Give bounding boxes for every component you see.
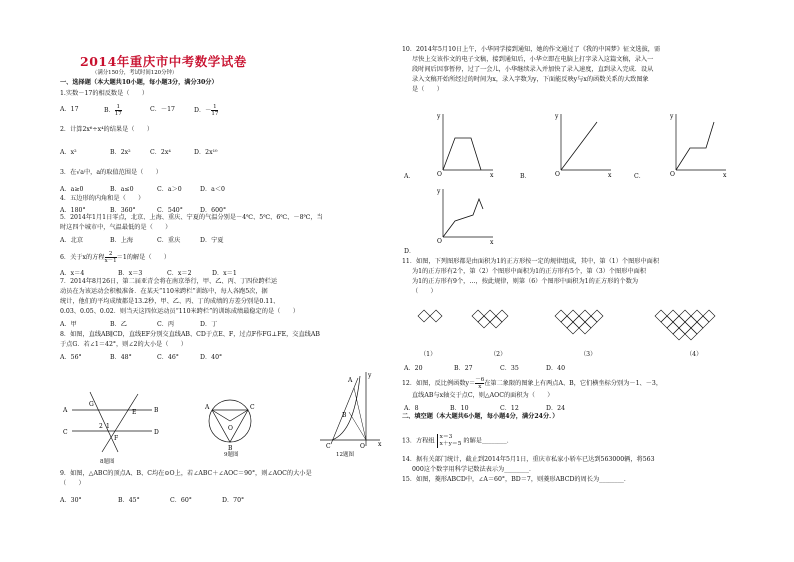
figure-8-parallel-lines (60, 390, 170, 460)
graph-a-label-x: x (490, 172, 494, 179)
fig9-label-o: O (228, 425, 233, 432)
question-7-line1: 7．2014年8月26日，第二届亚青会将在南京举行，甲、乙、丙、丁四位跨栏运 (60, 278, 278, 285)
q8-option-d: D．40° (200, 354, 223, 361)
q8-option-c: C．46° (157, 354, 179, 361)
q8-option-b: B．48° (110, 354, 132, 361)
q5-option-c: C．重庆 (157, 237, 181, 244)
q11-unit-square (685, 316, 697, 328)
graph-a-label-o: O (437, 171, 442, 178)
question-7-line2: 动员在为该运动会积极准备．在某天“110米跨栏”训练中，每人各跑5次，据 (60, 288, 268, 295)
section-fill-heading: 二、填空题（本大题共6小题，每小题4分，满分24分．） (402, 413, 559, 420)
q11-unit-square (697, 316, 709, 328)
q11-unit-square (691, 310, 703, 322)
paper-title: 2014年重庆市中考数学试卷 (80, 54, 247, 69)
q11-unit-square (661, 316, 673, 328)
graph-c-label-o: O (670, 171, 675, 178)
question-8-line2: 于点G．若∠1＝42°，则∠2的大小是（ ） (60, 341, 187, 348)
q11-figure-3-label: （3） (580, 351, 597, 358)
graph-c-label-x: x (723, 172, 727, 179)
q6-option-d: D．x＝1 (212, 270, 237, 277)
figure-9-circle (200, 393, 260, 453)
q9-option-a: A．30° (60, 497, 82, 504)
fig8-label-f: F (114, 435, 119, 442)
q11-unit-square (478, 316, 490, 328)
question-2: 2．计算2x⁶÷x⁴的结果是（ ） (60, 126, 154, 133)
q6-option-a: A．x＝4 (60, 270, 85, 277)
q1-option-a: A．17 (60, 106, 79, 113)
fig9-label-a: A (205, 404, 210, 411)
graph-b-label-y: y (555, 113, 559, 120)
q11-unit-square (673, 316, 685, 328)
question-10-line3: 段时间后因事暂停，过了一会儿，小华继续录入并加快了录入速度，直到录入完成．设从 (412, 66, 654, 73)
q11-unit-square (484, 310, 496, 322)
fig8-label-1: 1 (106, 423, 110, 430)
q8-option-a: A．56° (60, 354, 82, 361)
question-9-line1: 9．如图，△ABC的顶点A、B、C均在⊙O上，若∠ABC＋∠AOC＝90°，则∠AOC的大小是 (60, 470, 312, 477)
q5-option-b: B．上海 (110, 237, 134, 244)
q11-unit-square (567, 322, 579, 334)
q12-option-b: B．10 (450, 405, 469, 412)
fig8-label-c: C (63, 429, 68, 436)
q11-unit-square (667, 310, 679, 322)
q9-option-d: D．70° (222, 497, 245, 504)
q4-option-b: B．360° (110, 207, 136, 214)
question-6: 6．关于x的方程 $\frac{2}{x-1}$ ＝1的解是（ ） (60, 251, 171, 264)
graph-b-label-x: x (608, 172, 612, 179)
question-14-line1: 14．据有关部门统计，截止到2014年5月1日，重庆市私家小轿车已达到563000辆，将563 (402, 456, 655, 463)
q11-figure-1-label: （1） (420, 351, 437, 358)
q6-option-b: B．x＝3 (118, 270, 143, 277)
section-choice-heading: 一、选择题（本大题共10小题，每小题3分，满分30分） (60, 79, 218, 86)
question-1: 1.实数－17的相反数是（ ） (60, 90, 149, 97)
q10-option-a: A． (404, 173, 415, 180)
question-7-line4: 0.03、0.05、0.02．则当天这四位运动员“110米跨栏”的训练成绩最稳定的是（ ） (60, 308, 299, 315)
question-11-line4: （ ） (412, 288, 437, 295)
q11-unit-square (679, 310, 691, 322)
graph-d-label-o: O (437, 238, 442, 245)
q11-unit-square (703, 310, 715, 322)
q10-graph-d (435, 185, 495, 245)
q3-option-b: B．a≤0 (110, 186, 134, 193)
question-11-line2: 为1的正方形有2个，第（2）个图形中面积为1的正方形有5个，第（3）个图形中面积 (412, 268, 646, 275)
q11-unit-square (655, 310, 667, 322)
q10-option-b: B． (520, 173, 531, 180)
q7-option-d: D．丁 (200, 321, 218, 328)
q11-unit-square (496, 310, 508, 322)
question-3: 3．在√a中，a的取值范围是（ ） (60, 169, 162, 176)
fig9-label-b: B (228, 445, 233, 452)
figure-8-caption: 8题图 (100, 459, 115, 465)
question-15: 15．如图，菱形ABCD中，∠A＝60°，BD＝7，则菱形ABCD的周长为________． (402, 476, 631, 483)
q9-option-c: C．60° (170, 497, 192, 504)
q11-unit-square (430, 310, 442, 322)
q3-option-a: A．a≥0 (60, 186, 84, 193)
q10-graph-b (553, 108, 613, 178)
q12-option-a: A．8 (404, 405, 419, 412)
q11-unit-square (472, 310, 484, 322)
figure-12-hyperbola (318, 372, 383, 452)
question-7-line3: 统计，他们的平均成绩都是13.2秒，甲、乙、丙、丁的成绩的方差分别是0.11、 (60, 298, 280, 305)
q11-option-c: C．35 (500, 365, 519, 372)
q11-unit-square (591, 310, 603, 322)
q11-unit-square (685, 328, 697, 340)
fig8-label-g: G (89, 401, 94, 408)
question-12-line2: 直线AB与x轴交于点C，则△AOC的面积为（ ） (412, 392, 554, 399)
q11-option-a: A．20 (404, 365, 423, 372)
q11-unit-square (579, 310, 591, 322)
figure-9-caption: 9题图 (224, 452, 239, 458)
fig8-label-2: 2 (99, 423, 103, 430)
q4-option-d: D．600° (200, 207, 227, 214)
q11-unit-square (418, 310, 430, 322)
q12-option-c: C．12 (500, 405, 519, 412)
q11-unit-square (691, 322, 703, 334)
question-10-line2: 尽快上交该作文的电子文稿，接到通知后，小华立即在电脑上打字录入这篇文稿，录入一 (412, 56, 654, 63)
fig12-label-c: C (326, 443, 331, 450)
question-11-line1: 11．如图，下列图形都是由面积为1的正方形按一定的规律组成，其中，第（1）个图形中面积 (402, 258, 660, 265)
q1-option-b: B． $\frac{1}{17}$ (104, 104, 122, 117)
graph-d-label-x: x (490, 239, 494, 246)
q12-option-d: D．24 (546, 405, 566, 412)
q11-unit-square (667, 322, 679, 334)
question-4: 4．五边形的内角和是（ ） (60, 195, 145, 202)
question-13: 13．方程组 x＝3 x＋y＝5 的解是________． (402, 434, 513, 447)
q2-option-a: A．x² (60, 149, 77, 156)
question-10-line1: 10．2014年5月10日上午，小华同学接到通知，她的作文通过了《我的中国梦》征文选拔，需 (402, 46, 661, 53)
paper-subtitle: （满分150分，考试时间120分钟） (92, 70, 178, 76)
fig8-label-b: B (154, 407, 159, 414)
q11-unit-square (579, 322, 591, 334)
q3-option-c: C．a＞0 (157, 186, 182, 193)
fig8-label-d: D (154, 429, 159, 436)
q11-unit-square (573, 316, 585, 328)
fig12-label-y: y (368, 372, 372, 379)
q7-option-c: C．丙 (157, 321, 175, 328)
fig12-label-o: O (360, 443, 365, 450)
question-9-line2: （ ） (60, 480, 85, 487)
q11-unit-square (561, 316, 573, 328)
question-8-line1: 8．如图，直线AB∥CD，直线EF分别交直线AB、CD于点E、F，过点F作FG⊥FE，交直线AB (60, 331, 320, 338)
q10-graph-a (435, 108, 495, 178)
question-10-line4: 录入文稿开始所经过的时间为x，录入字数为y，下面能反映y与x的函数关系的大致图象 (412, 76, 649, 83)
q4-option-a: A．180° (60, 207, 86, 214)
q9-option-b: B．45° (118, 497, 140, 504)
fig9-label-c: C (250, 404, 255, 411)
q10-option-d: D． (404, 248, 416, 255)
q4-option-c: C．540° (157, 207, 183, 214)
question-12-line1: 12．如图，反比例函数y＝ $\frac{-6}{x}$ 在第二象限的图象上有两点A、B，它们横坐标分别为－1、－3， (402, 377, 663, 390)
question-5-line1: 5．2014年1月1日零点，北京、上海、重庆、宁夏的气温分别是－4℃、5℃、6℃、－8℃，当 (60, 214, 323, 221)
question-11-line3: 为1的正方形有9个，…，按此规律，则第（6）个图形中面积为1的正方形的个数为 (412, 278, 639, 285)
q11-unit-square (585, 316, 597, 328)
graph-a-label-y: y (437, 113, 441, 120)
q2-option-c: C．2x⁴ (150, 149, 171, 156)
fig8-label-a: A (63, 407, 68, 414)
fig12-label-b: B (342, 412, 347, 419)
q3-option-d: D．a＜0 (200, 186, 225, 193)
question-10-line5: 是（ ） (412, 86, 443, 93)
q7-option-a: A．甲 (60, 321, 77, 328)
q2-option-d: D．2x¹⁰ (194, 149, 218, 156)
question-5-line2: 时这四个城市中，气温最低的是（ ） (60, 224, 172, 231)
q11-unit-square (679, 322, 691, 334)
q11-unit-square (567, 310, 579, 322)
graph-b-label-o: O (555, 171, 560, 178)
graph-c-label-y: y (670, 113, 674, 120)
fig8-label-e: E (132, 409, 137, 416)
q11-figure-2-label: （2） (490, 351, 507, 358)
graph-d-label-y: y (437, 188, 441, 195)
q11-unit-square (555, 310, 567, 322)
q1-option-d: D．－ $\frac{1}{17}$ (194, 104, 219, 117)
q2-option-b: B．2x² (110, 149, 131, 156)
q11-option-b: B．27 (454, 365, 473, 372)
q1-option-c: C．－17 (150, 106, 175, 113)
q11-option-d: D．40 (546, 365, 566, 372)
question-14-line2: 000这个数字用科学记数法表示为________． (412, 466, 536, 473)
q11-pattern-figures (410, 300, 770, 350)
q7-option-b: B．乙 (110, 321, 127, 328)
q6-option-c: C．x＝2 (167, 270, 192, 277)
q11-unit-square (490, 316, 502, 328)
q11-unit-square (673, 328, 685, 340)
q5-option-d: D．宁夏 (200, 237, 224, 244)
q11-figure-4-label: （4） (686, 351, 703, 358)
q5-option-a: A．北京 (60, 237, 84, 244)
figure-12-caption: 12题图 (336, 452, 354, 458)
fig12-label-x: x (378, 441, 382, 448)
q10-option-c: C． (634, 173, 645, 180)
q10-graph-c (668, 108, 728, 178)
fig12-label-a: A (348, 377, 353, 384)
